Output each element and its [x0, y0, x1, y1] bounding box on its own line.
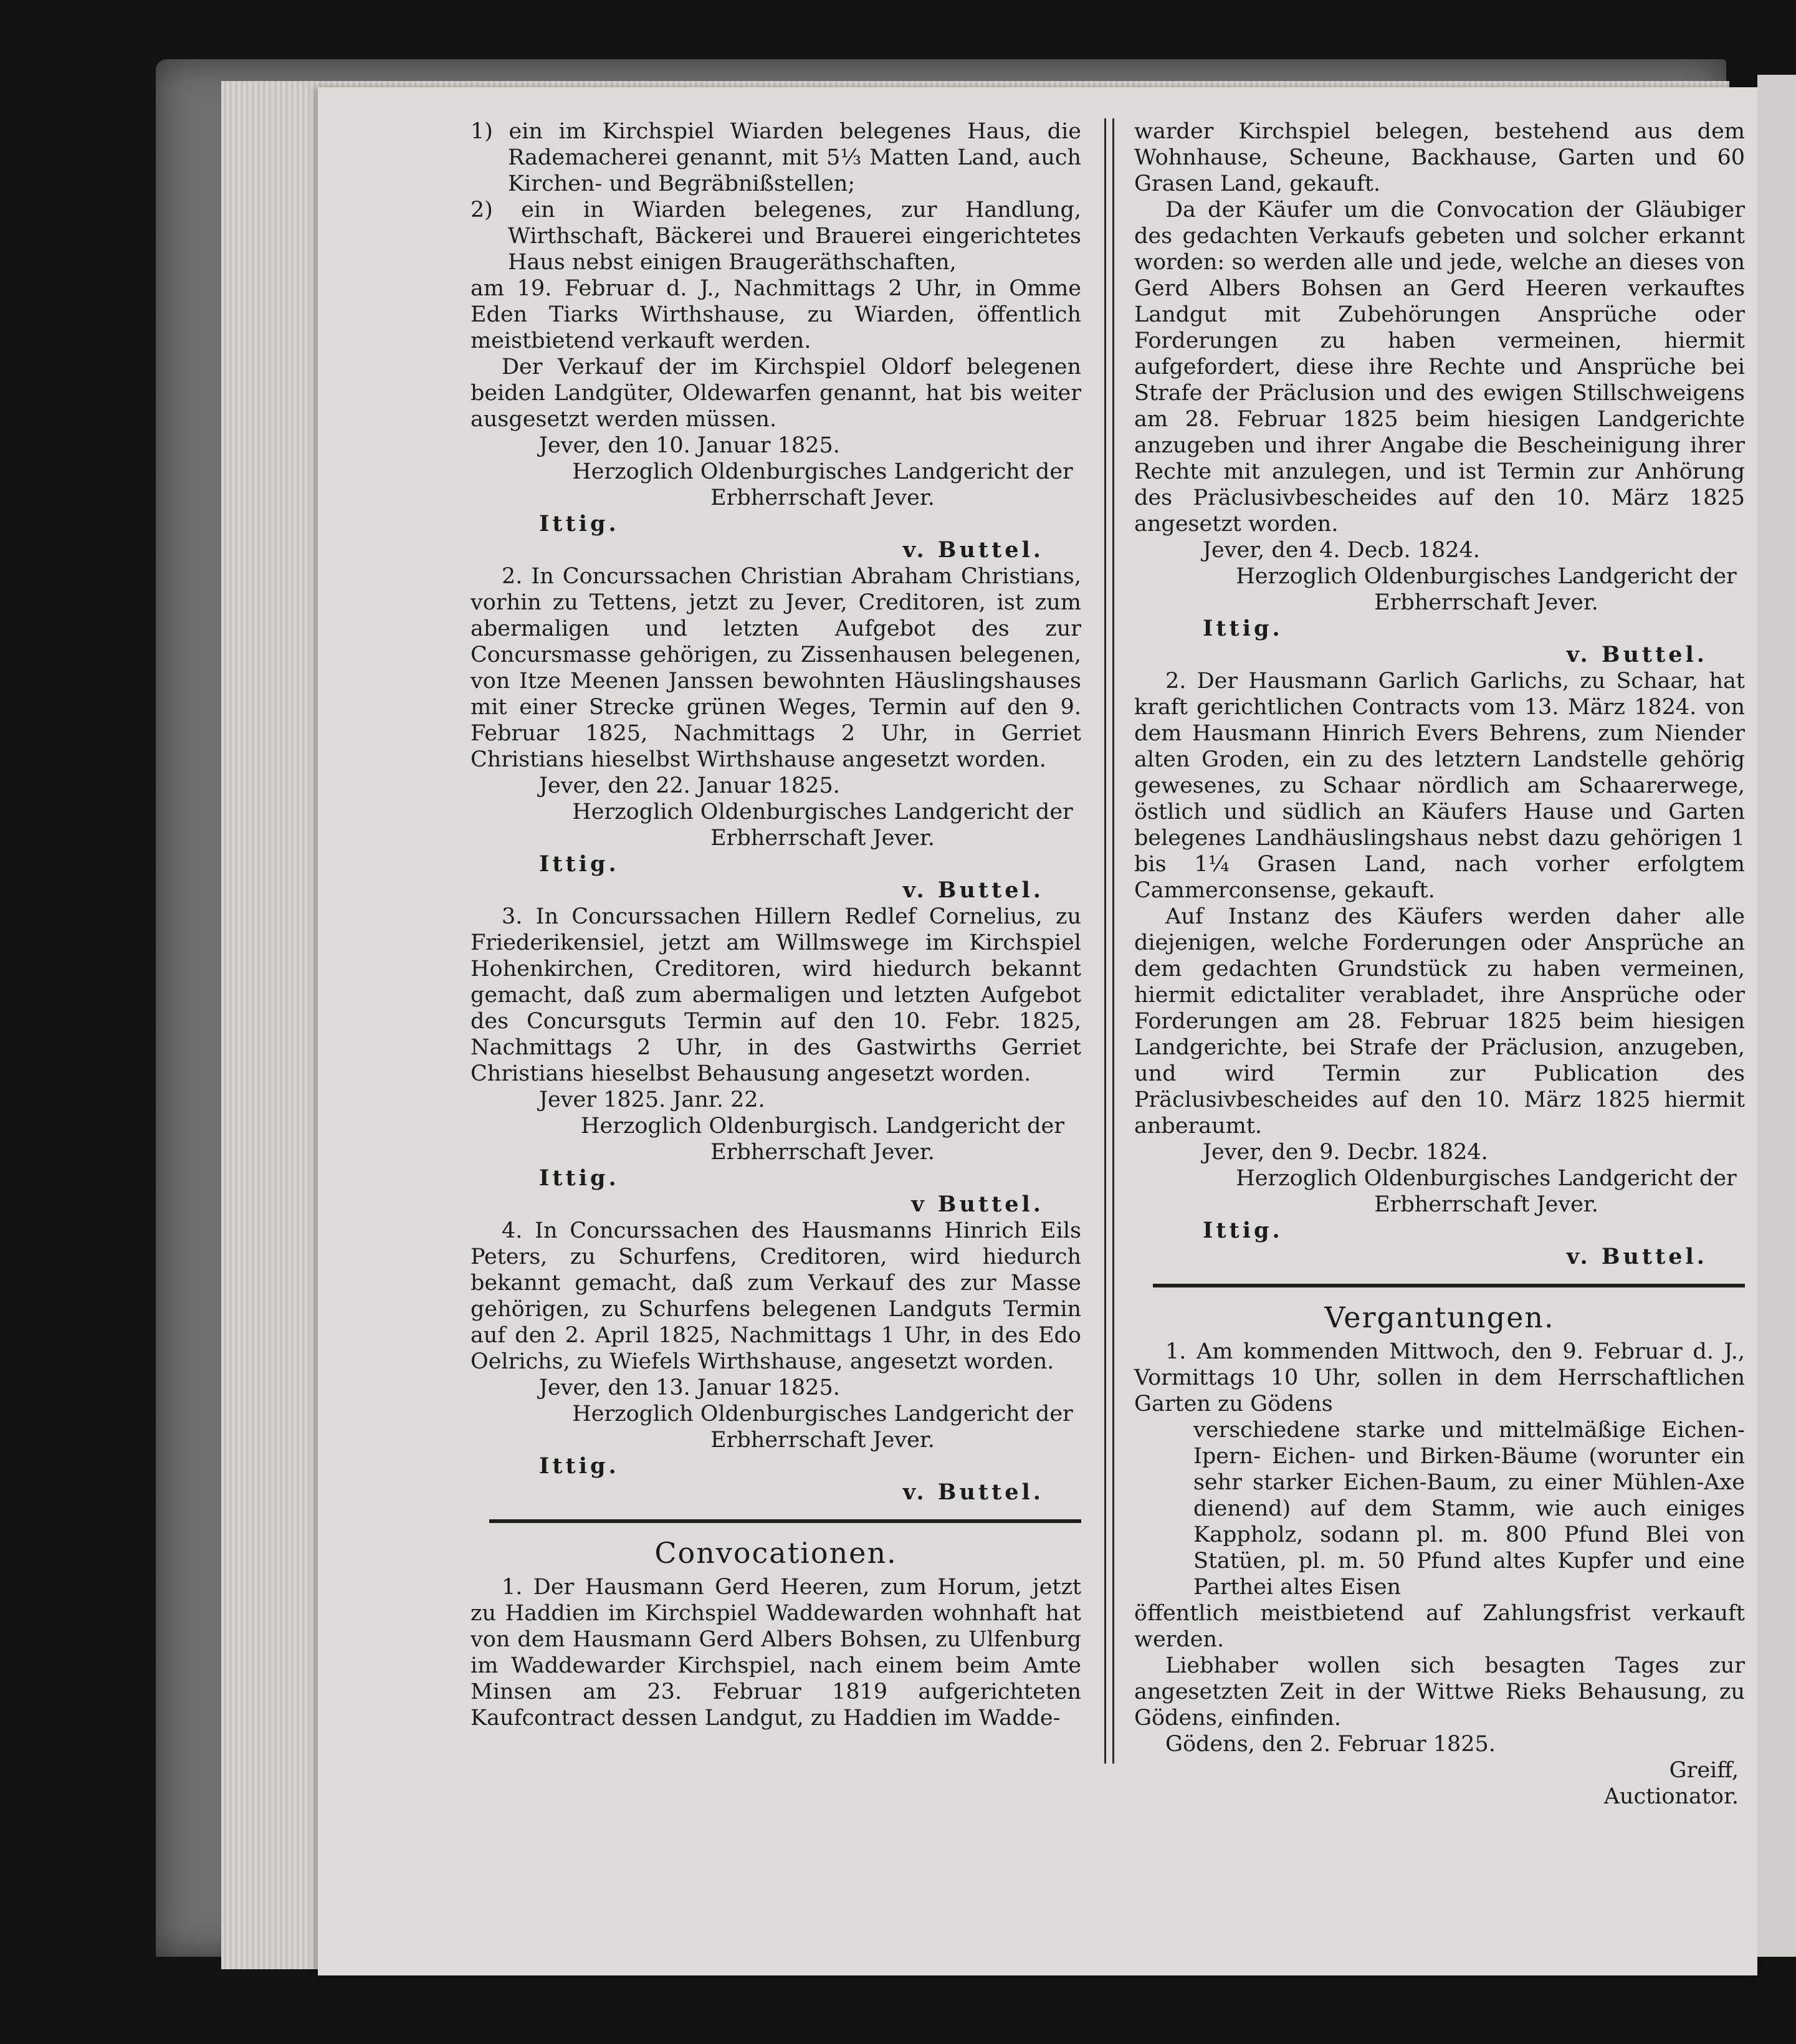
- notice-date: Jever, den 22. Januar 1825.: [539, 773, 840, 798]
- signature-right: v. Buttel.: [902, 537, 1044, 563]
- list-item: 2) ein in Wiarden belegenes, zur Handlung, Wirthschaft, Bäckerei und Brauerei eingerichtetes Haus nebst einigen Braugeräthschaften,: [470, 198, 1081, 275]
- signature-left: Ittig.: [539, 1453, 619, 1479]
- signature-row: [470, 1479, 1081, 1506]
- signature-row: [470, 877, 1081, 904]
- authority: Herzoglich Oldenburgisches Landgericht der Erbherrschaft Jever.: [572, 1402, 1073, 1453]
- signature-row: [470, 851, 1081, 877]
- paragraph: Da der Käufer um die Convocation der Gläubiger des gedachten Verkaufs gebeten und solcher erkannt worden: so werden alle und jede, welche an dieses von Gerd Albers Bohsen an Gerd Heeren verkauftes Landgut mit Zubehörungen Ansprüche oder Forderungen zu haben vermeinen, hiermit aufgefordert, diese ihre Rechte und Ansprüche bei Strafe der Präclusion und des ewigen Stillschweigens am 28. Februar 1825 beim hiesigen Landgerichte anzugeben und ihrer Angabe die Bescheinigung ihrer Rechte mit anzulegen, und ist Termin zur Anhörung des Präclusivbescheides auf den 10. März 1825 angesetzt worden.: [1134, 198, 1745, 537]
- notice-text: 1. Der Hausmann Gerd Heeren, zum Horum, jetzt zu Haddien im Kirchspiel Waddewarden wohnhaft hat von dem Hausmann Gerd Albers Bohsen, zu Ulfenburg im Waddewarder Kirchspiel, nach einem beim Amte Minsen am 23. Februar 1819 aufgerichteten Kaufcontract dessen Landgut, zu Haddien im Wadde-: [470, 1575, 1081, 1731]
- facing-page-edge: [1757, 75, 1796, 1957]
- notice-date: Gödens, den 2. Februar 1825.: [1165, 1732, 1496, 1757]
- column-divider: [1104, 118, 1114, 1764]
- auctioneer-role: Auctionator.: [1603, 1784, 1739, 1809]
- signature-row: [470, 1192, 1081, 1218]
- signature-right: v Buttel.: [911, 1192, 1044, 1217]
- signature-auctioneer: Greiff,: [1669, 1758, 1739, 1783]
- notice-text: 3. In Concurssachen Hillern Redlef Cornelius, zu Friederikensiel, jetzt am Willmswege im Kirchspiel Hohenkirchen, Creditoren, wird hiedurch bekannt gemacht, daß zum abermaligen und letzten Aufgebot des Concursguts Termin auf den 10. Febr. 1825, Nachmittags 2 Uhr, in des Gastwirths Gerriet Christians hieselbst Behausung angesetzt worden.: [470, 904, 1081, 1086]
- notice-text: 4. In Concurssachen des Hausmanns Hinrich Eils Peters, zu Schurfens, Creditoren, wird hiedurch bekannt gemacht, daß zum Verkauf des zur Masse gehörigen, zu Schurfens belegenen Landguts Termin auf den 2. April 1825, Nachmittags 1 Uhr, in des Edo Oelrichs, zu Wiefels Wirthshause, angesetzt worden.: [470, 1218, 1081, 1374]
- paragraph: Der Verkauf der im Kirchspiel Oldorf belegenen beiden Landgüter, Oldewarfen genannt, hat bis weiter ausgesetzt werden müssen.: [470, 355, 1081, 432]
- section-rule: [489, 1519, 1081, 1523]
- signature-row: [470, 511, 1081, 537]
- signature-right: v. Buttel.: [1566, 642, 1708, 667]
- signature-left: Ittig.: [1203, 1218, 1283, 1243]
- signature-row: [1134, 1244, 1745, 1270]
- signature-left: Ittig.: [1203, 616, 1283, 641]
- section-title-vergantungen: Vergantungen.: [1324, 1301, 1555, 1334]
- notice-date: Jever, den 10. Januar 1825.: [539, 433, 840, 458]
- left-column: [470, 118, 1081, 1731]
- signature-row: [470, 537, 1081, 563]
- authority: Herzoglich Oldenburgisches Landgericht der Erbherrschaft Jever.: [572, 800, 1073, 851]
- signature-left: Ittig.: [539, 851, 619, 877]
- signature-row: [470, 1453, 1081, 1479]
- signature-left: Ittig.: [539, 511, 619, 537]
- paragraph: Auf Instanz des Käufers werden daher alle diejenigen, welche Forderungen oder Ansprüche an dem gedachten Grundstück zu haben vermeinen, hiermit edictaliter verabladet, ihre Ansprüche oder Forderungen am 28. Februar 1825 beim hiesigen Landgerichte, bei Strafe der Präclusion, anzugeben, und wird Termin zur Publication des Präclusivbescheides auf den 10. März 1825 hiermit anberaumt.: [1134, 904, 1745, 1139]
- section-rule: [1153, 1284, 1745, 1287]
- signature-right: v. Buttel.: [902, 1479, 1044, 1505]
- paragraph: Liebhaber wollen sich besagten Tages zur angesetzten Zeit in der Wittwe Rieks Behausung, zu Gödens, einfinden.: [1134, 1653, 1745, 1731]
- paragraph: 1. Am kommenden Mittwoch, den 9. Februar d. J., Vormittags 10 Uhr, sollen in dem Herrschaftlichen Garten zu Gödens: [1134, 1339, 1745, 1416]
- signature-row: [1134, 616, 1745, 642]
- authority: Herzoglich Oldenburgisch. Landgericht der Erbherrschaft Jever.: [581, 1114, 1064, 1165]
- list-item: 1) ein im Kirchspiel Wiarden belegenes Haus, die Rademacherei genannt, mit 5⅓ Matten Land, auch Kirchen- und Begräbnißstellen;: [470, 119, 1081, 196]
- notice-date: Jever, den 9. Decbr. 1824.: [1203, 1140, 1488, 1165]
- authority: Herzoglich Oldenburgisches Landgericht der Erbherrschaft Jever.: [572, 459, 1073, 510]
- notice-date: Jever, den 4. Decb. 1824.: [1203, 538, 1480, 563]
- notice-date: Jever 1825. Janr. 22.: [539, 1087, 765, 1112]
- authority: Herzoglich Oldenburgisches Landgericht der Erbherrschaft Jever.: [1236, 564, 1737, 615]
- authority: Herzoglich Oldenburgisches Landgericht der Erbherrschaft Jever.: [1236, 1166, 1737, 1217]
- paragraph: öffentlich meistbietend auf Zahlungsfrist verkauft werden.: [1134, 1601, 1745, 1652]
- paragraph: warder Kirchspiel belegen, bestehend aus dem Wohnhause, Scheune, Backhause, Garten und 60 Grasen Land, gekauft.: [1134, 119, 1745, 196]
- signature-row: [1134, 642, 1745, 668]
- paragraph: am 19. Februar d. J., Nachmittags 2 Uhr, in Omme Eden Tiarks Wirthshause, zu Wiarden, öffentlich meistbietend verkauft werden.: [470, 276, 1081, 353]
- paragraph: verschiedene starke und mittelmäßige Eichen-Ipern- Eichen- und Birken-Bäume (worunter ein sehr starker Eichen-Baum, zu einer Mühlen-Axe dienend) auf dem Stamm, wie auch einiges Kappholz, sodann pl. m. 800 Pfund Blei von Statüen, pl. m. 50 Pfund altes Kupfer und eine Parthei altes Eisen: [1193, 1418, 1745, 1600]
- right-column: [1134, 118, 1745, 1810]
- notice-text: 2. In Concurssachen Christian Abraham Christians, vorhin zu Tettens, jetzt zu Jever, Creditoren, ist zum abermaligen und letzten Aufgebot des zur Concursmasse gehörigen, zu Zissenhausen belegenen, von Itze Meenen Janssen bewohnten Häuslingshauses mit einer Strecke grünen Weges, Termin auf den 9. Februar 1825, Nachmittags 2 Uhr, in Gerriet Christians hieselbst Wirthshause angesetzt worden.: [470, 564, 1081, 772]
- notice-text: 2. Der Hausmann Garlich Garlichs, zu Schaar, hat kraft gerichtlichen Contracts vom 13. März 1824. von dem Hausmann Hinrich Evers Behrens, zum Niender alten Groden, ein zu des letztern Landstelle gehörig gewesenes, zu Schaar nördlich am Schaarerwege, östlich und südlich an Käufers Hause und Garten belegenes Landhäuslingshaus nebst dazu gehörigen 1 bis 1¼ Grasen Land, nach vorher erfolgtem Cammerconsense, gekauft.: [1134, 669, 1745, 903]
- signature-right: v. Buttel.: [902, 877, 1044, 903]
- signature-row: [1134, 1218, 1745, 1244]
- signature-left: Ittig.: [539, 1165, 619, 1191]
- section-title-convocationen: Convocationen.: [654, 1536, 897, 1570]
- notice-date: Jever, den 13. Januar 1825.: [539, 1375, 840, 1400]
- signature-right: v. Buttel.: [1566, 1244, 1708, 1269]
- signature-row: [470, 1165, 1081, 1192]
